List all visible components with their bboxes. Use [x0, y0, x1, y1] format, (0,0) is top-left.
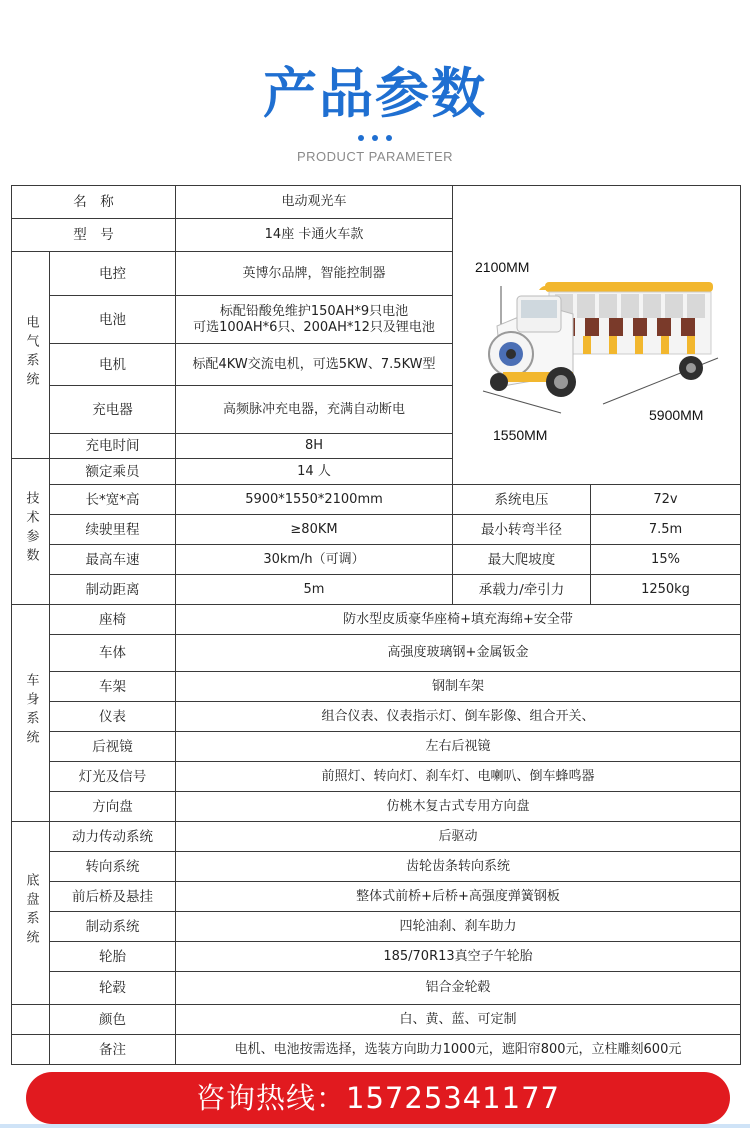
- row-value: 仿桃木复古式专用方向盘: [176, 792, 741, 822]
- note-label: 备注: [50, 1035, 176, 1065]
- bottom-strip: [0, 1124, 750, 1128]
- row-value: 高强度玻璃钢+金属钣金: [176, 635, 741, 672]
- hotline-banner[interactable]: [26, 1072, 730, 1124]
- row-label-2: 最大爬坡度: [453, 545, 591, 575]
- group-chassis: 底盘系统: [12, 822, 50, 1005]
- row-label: 制动距离: [50, 575, 176, 605]
- row-value: 齿轮齿条转向系统: [176, 852, 741, 882]
- group-body: 车身系统: [12, 605, 50, 822]
- row-value: 8H: [176, 434, 453, 459]
- empty-cell: [12, 1035, 50, 1065]
- row-value: 30km/h（可调）: [176, 545, 453, 575]
- row-value: 铝合金轮毂: [176, 972, 741, 1005]
- row-label: 制动系统: [50, 912, 176, 942]
- row-label: 后视镜: [50, 732, 176, 762]
- row-value: 5900*1550*2100mm: [176, 485, 453, 515]
- row-value: 组合仪表、仪表指示灯、倒车影像、组合开关、: [176, 702, 741, 732]
- hotline-number[interactable]: 15725341177: [346, 1081, 560, 1115]
- empty-cell: [12, 1005, 50, 1035]
- row-value-2: 1250kg: [591, 575, 741, 605]
- note-value: 电机、电池按需选择，选装方向助力1000元，遮阳帘800元，立柱雕刻600元: [176, 1035, 741, 1065]
- name-value: 电动观光车: [176, 186, 453, 219]
- row-label: 最高车速: [50, 545, 176, 575]
- row-value: 标配铅酸免维护150AH*9只电池 可选100AH*6只、200AH*12只及锂电池: [176, 296, 453, 344]
- width-dimension: 1550MM: [493, 427, 548, 443]
- row-value: 左右后视镜: [176, 732, 741, 762]
- spec-table: [11, 185, 741, 1065]
- row-value: 185/70R13真空子午轮胎: [176, 942, 741, 972]
- row-value: 前照灯、转向灯、刹车灯、电喇叭、倒车蜂鸣器: [176, 762, 741, 792]
- row-label: 前后桥及悬挂: [50, 882, 176, 912]
- row-value-2: 72v: [591, 485, 741, 515]
- row-label: 座椅: [50, 605, 176, 635]
- row-label: 转向系统: [50, 852, 176, 882]
- row-value: 14 人: [176, 459, 453, 485]
- page-subtitle: PRODUCT PARAMETER: [296, 149, 454, 164]
- row-label: 长*宽*高: [50, 485, 176, 515]
- row-value: 整体式前桥+后桥+高强度弹簧钢板: [176, 882, 741, 912]
- row-label: 车架: [50, 672, 176, 702]
- page-title: 产品参数: [263, 62, 487, 125]
- group-tech: 技术参数: [12, 459, 50, 605]
- row-label: 灯光及信号: [50, 762, 176, 792]
- row-label: 动力传动系统: [50, 822, 176, 852]
- row-value: ≥80KM: [176, 515, 453, 545]
- row-label: 轮胎: [50, 942, 176, 972]
- row-value: 5m: [176, 575, 453, 605]
- row-label-2: 系统电压: [453, 485, 591, 515]
- height-dimension: 2100MM: [475, 259, 530, 275]
- row-label: 方向盘: [50, 792, 176, 822]
- row-value: 英博尔品牌，智能控制器: [176, 252, 453, 296]
- vehicle-image: [453, 186, 740, 454]
- row-label: 额定乘员: [50, 459, 176, 485]
- model-value: 14座 卡通火车款: [176, 219, 453, 252]
- row-label: 续驶里程: [50, 515, 176, 545]
- row-value: 标配4KW交流电机，可选5KW、7.5KW型: [176, 344, 453, 386]
- row-value: 后驱动: [176, 822, 741, 852]
- model-label: 型 号: [12, 219, 176, 252]
- color-label: 颜色: [50, 1005, 176, 1035]
- color-value: 白、黄、蓝、可定制: [176, 1005, 741, 1035]
- row-label: 电控: [50, 252, 176, 296]
- row-value: 钢制车架: [176, 672, 741, 702]
- row-label: 电机: [50, 344, 176, 386]
- row-label: 充电器: [50, 386, 176, 434]
- row-label: 轮毂: [50, 972, 176, 1005]
- row-label-2: 承载力/牵引力: [453, 575, 591, 605]
- row-value: 四轮油刹、刹车助力: [176, 912, 741, 942]
- group-electric: 电气系统: [12, 252, 50, 459]
- name-label: 名 称: [12, 186, 176, 219]
- vehicle-image-cell: [453, 186, 741, 485]
- row-label: 仪表: [50, 702, 176, 732]
- row-value: 防水型皮质豪华座椅+填充海绵+安全带: [176, 605, 741, 635]
- row-label: 充电时间: [50, 434, 176, 459]
- row-label-2: 最小转弯半径: [453, 515, 591, 545]
- row-label: 车体: [50, 635, 176, 672]
- hotline-label: 咨询热线：: [196, 1081, 347, 1115]
- row-value-2: 7.5m: [591, 515, 741, 545]
- row-value: 高频脉冲充电器，充满自动断电: [176, 386, 453, 434]
- row-label: 电池: [50, 296, 176, 344]
- row-value-2: 15%: [591, 545, 741, 575]
- title-dots: [0, 131, 750, 141]
- length-dimension: 5900MM: [649, 407, 704, 423]
